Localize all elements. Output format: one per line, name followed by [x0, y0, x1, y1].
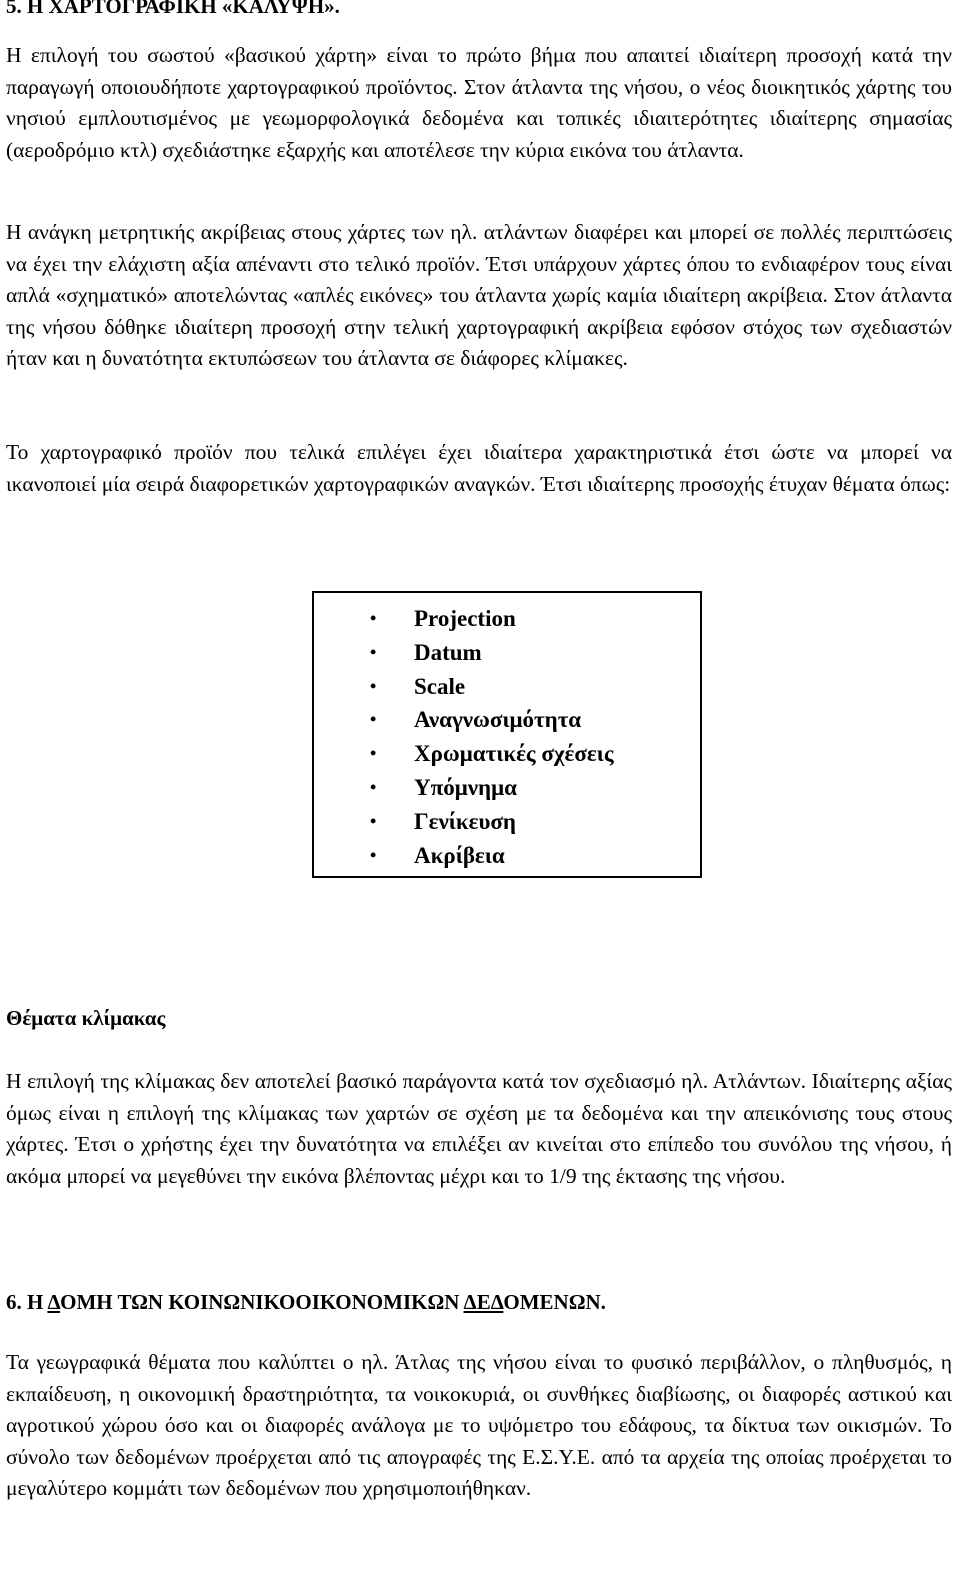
- section-5-paragraph-1: Η επιλογή του σωστού «βασικού χάρτη» είναι το πρώτο βήμα που απαιτεί ιδιαίτερη προσοχή κατά την παραγωγή οποιουδήποτε χαρτογραφικού προϊόντος. Στον άτλαντα της νήσου, ο νέος διοικητικός χάρτης του νησιού εμπλουτισμένος με γεωμορφολογικά δεδομένα και τοπικές ιδιαιτερότητες ιδιαίτερης σημασίας (αεροδρόμιο κτλ) σχεδιάστηκε εξαρχής και αποτέλεσε την κύρια εικόνα του άτλαντα.: [6, 43, 952, 162]
- section-6-heading-part-3: ΟΜΗ ΤΩΝ ΚΟΙΝΩΝΙΚΟΟΙΚΟΝΟΜΙΚΩΝ: [60, 1290, 464, 1314]
- topic-label: Χρωματικές σχέσεις: [414, 741, 614, 767]
- section-5-heading: 5. Η ΧΑΡΤΟΓΡΑΦΙΚΗ «ΚΑΛΥΨΗ».: [6, 0, 340, 18]
- topics-box: [312, 591, 702, 878]
- bullet-icon: •: [370, 844, 377, 865]
- scale-paragraph: Η επιλογή της κλίμακας δεν αποτελεί βασικό παράγοντα κατά τον σχεδιασμό ηλ. Ατλάντων. Ιδιαίτερης αξίας όμως είναι η επιλογή της κλίμακας των χαρτών σε σχέση με τα δεδομένα και την απεικόνισης τους στους χάρτες. Έτσι ο χρήστης έχει την δυνατότητα να επιλέξει αν κινείται στο επίπεδο του συνόλου της νήσου, ή ακόμα μπορεί να μεγεθύνει την εικόνα βλέποντας μέχρι και το 1/9 της έκτασης της νήσου.: [6, 1069, 952, 1188]
- topic-label: Scale: [414, 673, 466, 699]
- bullet-icon: •: [370, 709, 377, 730]
- list-item: [370, 670, 614, 704]
- list-item: [370, 771, 614, 805]
- list-item: [370, 737, 614, 771]
- list-item: [370, 602, 614, 636]
- topics-list: [370, 602, 614, 872]
- list-item: [370, 805, 614, 839]
- bullet-icon: •: [370, 810, 377, 831]
- topic-label: Datum: [414, 639, 482, 665]
- section-5-paragraph-3: Το χαρτογραφικό προϊόν που τελικά επιλέγει έχει ιδιαίτερα χαρακτηριστικά έτσι ώστε να μπορεί να ικανοποιεί μία σειρά διαφορετικών χαρτογραφικών αναγκών. Έτσι ιδιαίτερης προσοχής έτυχαν θέματα όπως:: [6, 440, 952, 496]
- bullet-icon: •: [370, 608, 377, 628]
- topic-label: Υπόμνημα: [414, 774, 517, 800]
- section-6-heading-part-4: ΔΕΔ: [463, 1290, 504, 1314]
- section-6-heading-part-1: 6. Η: [6, 1290, 48, 1314]
- topic-label: Projection: [414, 606, 516, 631]
- list-item: [370, 839, 614, 873]
- section-5-paragraph-2: Η ανάγκη μετρητικής ακρίβειας στους χάρτες των ηλ. ατλάντων διαφέρει και μπορεί σε πολλές περιπτώσεις να έχει την ελάχιστη αξία απέναντι στο τελικό προϊόν. Έτσι υπάρχουν χάρτες όπου το ενδιαφέρον τους είναι απλά «σχηματικό» αποτελώντας «απλές εικόνες» του άτλαντα χωρίς καμία ιδιαίτερη ακρίβεια. Στον άτλαντα της νήσου δόθηκε ιδιαίτερη προσοχή στην τελική χαρτογραφική ακρίβεια εφόσον στόχος των σχεδιαστών ήταν και η δυνατότητα εκτυπώσεων του άτλαντα σε διάφορες κλίμακες.: [6, 220, 952, 370]
- section-6-heading-part-5: ΟΜΕΝΩΝ.: [503, 1290, 606, 1314]
- section-6-heading: [6, 1288, 606, 1316]
- bullet-icon: •: [370, 743, 377, 764]
- bullet-icon: •: [370, 675, 377, 696]
- list-item: [370, 703, 614, 737]
- topic-label: Αναγνωσιμότητα: [414, 707, 582, 733]
- section-6-heading-part-2: Δ: [47, 1290, 61, 1314]
- bullet-icon: •: [370, 641, 377, 662]
- bullet-icon: •: [370, 776, 377, 797]
- list-item: [370, 636, 614, 670]
- section-6-paragraph: Τα γεωγραφικά θέματα που καλύπτει ο ηλ. Άτλας της νήσου είναι το φυσικό περιβάλλον, ο πληθυσμός, η εκπαίδευση, η οικονομική δραστηριότητα, τα νοικοκυριά, οι συνθήκες διαβίωσης, οι διαφορές αστικού και αγροτικού χώρου όσο και οι διαφορές ανάλογα με το υψόμετρο του εδάφους, τα δίκτυα των οικισμών. Το σύνολο των δεδομένων προέρχεται από τις απογραφές της Ε.Σ.Υ.Ε. από τα αρχεία της οποίας προέρχεται το μεγαλύτερο κομμάτι των δεδομένων που χρησιμοποιήθηκαν.: [6, 1350, 952, 1500]
- topic-label: Ακρίβεια: [414, 842, 505, 868]
- topic-label: Γενίκευση: [414, 808, 516, 834]
- scale-heading: Θέματα κλίμακας: [6, 1006, 166, 1030]
